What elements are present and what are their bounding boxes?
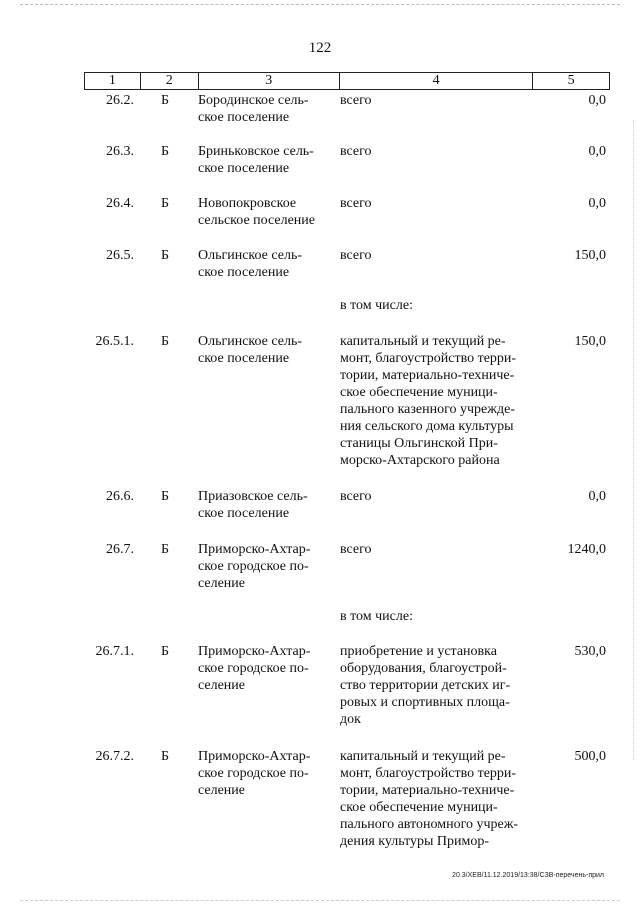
row-description: приобретение и установка оборудования, благоустрой- ство территории детских иг- ровых и спортивных площа- док (340, 644, 511, 727)
row-settlement: Ольгинское сель- ское поселение (198, 248, 303, 280)
row-settlement: Новопокровское сельское поселение (198, 196, 315, 228)
row-settlement: Приморско-Ахтар- ское городское по- селение (198, 749, 311, 798)
row-description: всего (340, 542, 372, 557)
row-type: Б (160, 489, 170, 504)
row-description: всего (340, 489, 372, 504)
row-value: 0,0 (588, 489, 606, 504)
row-type: Б (160, 334, 170, 349)
row-settlement: Ольгинское сель- ское поселение (198, 334, 303, 366)
row-number: 26.6. (106, 489, 134, 504)
row-settlement: Бриньковское сель- ское поселение (198, 144, 314, 176)
row-number: 26.7.1. (95, 644, 134, 659)
row-description: капитальный и текущий ре- монт, благоустройство терри- тории, материально-техниче- ское обеспечение муници- пального автономного учреж- дения культуры Примор- (340, 749, 519, 849)
row-value: 530,0 (574, 644, 606, 659)
row-value: 0,0 (588, 144, 606, 159)
document-footer-code: 20.3/ХЕВ/11.12.2019/13:38/СЗВ-перечень-прил (452, 872, 604, 879)
row-description: всего (340, 196, 372, 211)
row-value: 0,0 (588, 93, 606, 108)
page-number: 122 (308, 40, 332, 56)
row-value: 150,0 (574, 334, 606, 349)
row-description: всего (340, 248, 372, 263)
row-type: Б (160, 644, 170, 659)
row-value: 0,0 (588, 196, 606, 211)
row-settlement: Приморско-Ахтар- ское городское по- селение (198, 542, 311, 591)
scan-margin-marks (629, 120, 634, 760)
scan-edge-bottom (20, 900, 620, 901)
header-col-1: 1 (85, 73, 141, 89)
including-label: в том числе: (340, 298, 413, 313)
row-value: 500,0 (574, 749, 606, 764)
row-type: Б (160, 248, 170, 263)
row-number: 26.7.2. (95, 749, 134, 764)
scan-edge-top (20, 4, 620, 5)
row-number: 26.5.1. (95, 334, 134, 349)
header-col-4: 4 (340, 73, 533, 89)
table-header (84, 72, 610, 90)
row-number: 26.2. (106, 93, 134, 108)
row-type: Б (160, 144, 170, 159)
row-type: Б (160, 542, 170, 557)
header-col-2: 2 (141, 73, 199, 89)
row-number: 26.7. (106, 542, 134, 557)
row-type: Б (160, 93, 170, 108)
row-value: 150,0 (574, 248, 606, 263)
including-label: в том числе: (340, 609, 413, 624)
row-type: Б (160, 749, 170, 764)
row-number: 26.5. (106, 248, 134, 263)
header-col-3: 3 (199, 73, 340, 89)
row-value: 1240,0 (567, 542, 606, 557)
row-settlement: Приморско-Ахтар- ское городское по- селение (198, 644, 311, 693)
row-type: Б (160, 196, 170, 211)
row-settlement: Бородинское сель- ское поселение (198, 93, 309, 125)
row-settlement: Приазовское сель- ское поселение (198, 489, 308, 521)
row-number: 26.3. (106, 144, 134, 159)
row-description: всего (340, 144, 372, 159)
header-col-5: 5 (567, 73, 575, 88)
row-description: капитальный и текущий ре- монт, благоустройство терри- тории, материально-техниче- ское обеспечение муници- пального казенного учрежде- ния сельского дома культуры станицы Ольгинской При- морско-Ахтарского района (340, 334, 517, 468)
row-number: 26.4. (106, 196, 134, 211)
row-description: всего (340, 93, 372, 108)
